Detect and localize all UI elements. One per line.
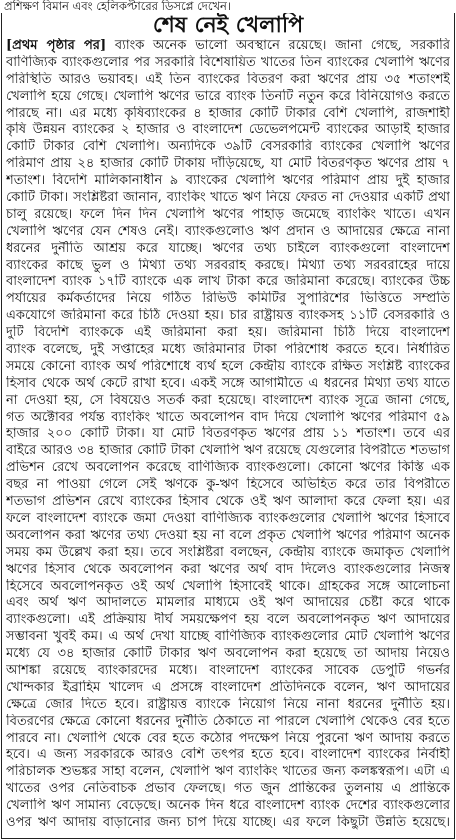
body-line: সময়ে কোনো ব্যাংক অর্থ পরিশোধে ব্যর্থ হলে কেন্দ্রীয় ব্যাংকে রক্ষিত সংশ্লিষ্ট ব্যাংকের [6,358,450,374]
body-line: পর্যায়ের কর্মকর্তাদের নিয়ে গঠিত রিভিউ কমিটির সুপারিশের ভিত্তিতে সম্প্রতি [6,291,450,307]
body-line: দুটি বিদেশি ব্যাংককে এই জরিমানা করা হয়। জরিমানা চিঠি দিয়ে বাংলাদেশ [6,325,450,341]
body-line: হিসেবে অবলোপনকৃত ওই অর্থ খেলাপি হিসাবেই থাকে। গ্রাহকের সঙ্গে আলোচনা [6,578,450,594]
body-line: পারবে না। খেলাপি থেকে বের হতে কঠোর পদক্ষেপ নিয়ে পুরনো ঋণ আদায় করতে [6,730,450,746]
body-line: কৃষি উন্নয়ন ব্যাংকের ২ হাজার ও বাংলাদেশ ডেভেলপমেন্ট ব্যাংকের আড়াই হাজার [6,122,450,138]
body-line [6,38,450,55]
body-line: পরিমাণ প্রায় ২৪ হাজার কোটি টাকায় দাঁড়িয়েছে, যা মোট বিতরণকৃত ঋণের প্রায় ৭ [6,156,450,172]
body-line: ওপর ঋণ আদায় বাড়ানোর জন্য চাপ দিয়ে যাচ্ছে। এর ফলে কিছুটা উন্নতি হয়েছে। [6,814,450,830]
body-line: আশঙ্কা রয়েছে ব্যাংকারদের মধ্যে। বাংলাদেশ ব্যাংকের সাবেক ডেপুটি গভর্নর [6,662,450,678]
article-body [2,38,454,832]
previous-article-fragment: প্রশিক্ষণ বিমান এবং হেলিকপ্টারের ডিসপ্লে দেখেন। [4,0,231,13]
body-line: ঋণের হিসাব থেকে অবলোপন করা ঋণের অর্থ বাদ দিলেও ব্যাংকগুলোর নিজস্ব [6,561,450,577]
body-line: প্রভিশন রেখে অবলোপন করেছে বাণিজ্যিক ব্যাংকগুলো। কোনো ঋণের কিস্তি এক [6,460,450,476]
body-line: গত অক্টোবর পর্যন্ত ব্যাংকিং খাতে অবলোপন বাদ দিয়ে খেলাপি ঋণের পরিমাণ ৫৯ [6,409,450,425]
body-line: হবে। এ জন্য সরকারকে আরও বেশি তৎপর হতে হবে। বাংলাদেশ ব্যাংকের নির্বাহী [6,747,450,763]
body-line: বিতরণের ক্ষেত্রে কোনো ধরনের দুর্নীতি ঠেকাতে না পারলে খেলাপি থেকেও বের হতে [6,713,450,729]
body-line: না দেওয়া হয়, সে বিষয়েও সতর্ক করা হয়েছে। বাংলাদেশ ব্যাংক সূত্রে জানা গেছে, [6,392,450,408]
body-line: ব্যাংকগুলো। এই প্রক্রিয়ায় দীর্ঘ সময়ক্ষেপণ হয় বলে অবলোপনকৃত ঋণ আদায়ের [6,612,450,628]
body-line: একযোগে জরিমানা করে চিঠি দেওয়া হয়। চার রাষ্ট্রায়ত্ত ব্যাংকসহ ১১টি বেসরকারি ও [6,308,450,324]
body-line: বছর না পাওয়া গেলে সেই ঋণকে কু-ঋণ হিসেবে অভিহিত করে তার বিপরীতে [6,477,450,493]
body-line: কোটি টাকা। সংশ্লিষ্টরা জানান, ব্যাংকিং খাতে ঋণ নিয়ে ফেরত না দেওয়ার একটি প্রথা [6,190,450,206]
body-line: বাইরে আরও ৩৪ হাজার কোটি টাকা খেলাপি ঋণ রয়েছে যেগুলোর বিপরীতে শতভাগ [6,443,450,459]
body-line: পারছে না। এর মধ্যে কৃষিব্যাংকের ৪ হাজার কোটি টাকার বেশি খেলাপি, রাজশাহী [6,105,450,121]
body-line: ধরনের দুর্নীতি আশ্রয় করে যাচ্ছে। ঋণের তথ্য চাইলে ব্যাংকগুলো বাংলাদেশ [6,240,450,256]
body-line: শতভাগ প্রভিশন রেখে ব্যাংকের হিসাব থেকে ওই ঋণ আলাদা করে ফেলা হয়। এর [6,494,450,510]
body-line: খোন্দকার ইব্রাহিম খালেদ এ প্রসঙ্গে বাংলাদেশ প্রতিদিনকে বলেন, ঋণ আদায়ের [6,679,450,695]
article-headline: শেষ নেই খেলাপি [152,13,304,38]
body-line: হাজার ২০০ কোটি টাকা। যা মোট বিতরণকৃত ঋণের প্রায় ১১ শতাংশ। তবে এর [6,426,450,442]
body-line: হিসাব থেকে অর্থ কেটে রাখা হবে। একই সঙ্গে আগামীতে এ ধরনের মিথ্যা তথ্য যাতে [6,375,450,391]
body-line-text: ব্যাংক অনেক ভালো অবস্থানে রয়েছে। জানা গেছে, সরকারি [106,38,450,53]
body-line: বাংলাদেশ ব্যাংক ১৭টি ব্যাংকে এক লাখ টাকা করে জরিমানা করেছে। ব্যাংকের উচ্চ [6,274,450,290]
article-box [1,13,455,839]
body-line: সম্ভাবনা খুবই কম। এ অর্থ দেখা যাচ্ছে বাণিজ্যিক ব্যাংকগুলোর মোট খেলাপি ঋণের [6,629,450,645]
body-line: পরিস্থিতি আরও ভয়াবহ। এই তিন ব্যাংকের বিতরণ করা ঋণের প্রায় ৩৫ শতাংশই [6,71,450,87]
body-line: খেলাপি হয়ে গেছে। খেলাপি ঋণের ভারে ব্যাংক তিনটি নতুন করে বিনিয়োগও করতে [6,88,450,104]
body-line: কোটি টাকার বেশি খেলাপি। অন্যদিকে ৩৯টি বেসরকারি ব্যাংকের খেলাপি ঋণের [6,139,450,155]
body-line: বাণিজ্যিক ব্যাংকগুলোর পর সরকারি বিশেষায়িত খাতের তিন ব্যাংকের খেলাপি ঋণের [6,54,450,70]
body-line: মধ্যে যে ৩৪ হাজার কোটি টাকার ঋণ অবলোপন করা হয়েছে তা আদায় নিয়েও [6,646,450,662]
body-line: চালু রয়েছে। ফলে দিন দিন খেলাপি ঋণের পাহাড় জমেছে ব্যাংকিং খাতে। এখন [6,206,450,222]
body-line: সময় কম উল্লেখ করা হয়। তবে সংশ্লিষ্টরা বলছেন, কেন্দ্রীয় ব্যাংকে জমাকৃত খেলাপি [6,544,450,560]
body-line: এবং অর্থ ঋণ আদালতে মামলার মাধ্যমে ওই ঋণ আদায়ের চেষ্টা করে থাকে [6,595,450,611]
body-line: অবলোপন করা ঋণের তথ্য দেওয়া হয় না বলে প্রকৃত খেলাপি ঋণের পরিমাণ অনেক [6,527,450,543]
body-line: খেলাপি ঋণের যেন শেষও নেই। ব্যাংকগুলোও ঋণ প্রদান ও আদায়ের ক্ষেত্রে নানা [6,223,450,239]
body-line: খেলাপি ঋণ সামান্য বেড়েছে। অনেক দিন ধরে বাংলাদেশ ব্যাংক দেশের ব্যাংকগুলোর [6,798,450,814]
body-line: খাতের ওপর নেতিবাচক প্রভাব ফেলছে। গত জুন প্রান্তিকের তুলনায় এ প্রান্তিকে [6,781,450,797]
body-line: ব্যাংক বলেছে, দুই সপ্তাহের মধ্যে জরিমানার টাকা পরিশোধ করতে হবে। নির্ধারিত [6,342,450,358]
body-line: ক্ষেত্রে জোর দিতে হবে। রাষ্ট্রায়ত্ত ব্যাংকে নিয়োগ নিয়ে নানা ধরনের দুর্নীতি হয়। [6,696,450,712]
body-line: পরিচালক শুভঙ্কর সাহা বলেন, খেলাপি ঋণ ব্যাংকিং খাতের জন্য কলঙ্কস্বরূপ। এটা এ [6,764,450,780]
body-line: ফলে বাংলাদেশ ব্যাংকে জমা দেওয়া বাণিজ্যিক ব্যাংকগুলোর খেলাপি ঋণের হিসাবে [6,510,450,526]
body-line: শতাংশ। বিদেশি মালিকানাধীন ৯ ব্যাংকের খেলাপি ঋণের পরিমাণ প্রায় দুই হাজার [6,173,450,189]
body-line: ব্যাংকের কাছে ভুল ও মিথ্যা তথ্য সরবরাহ করছে। মিথ্যা তথ্য সরবরাহের দায়ে [6,257,450,273]
continued-from-front-page-tag: [প্রথম পৃষ্ঠার পর] [6,38,107,53]
